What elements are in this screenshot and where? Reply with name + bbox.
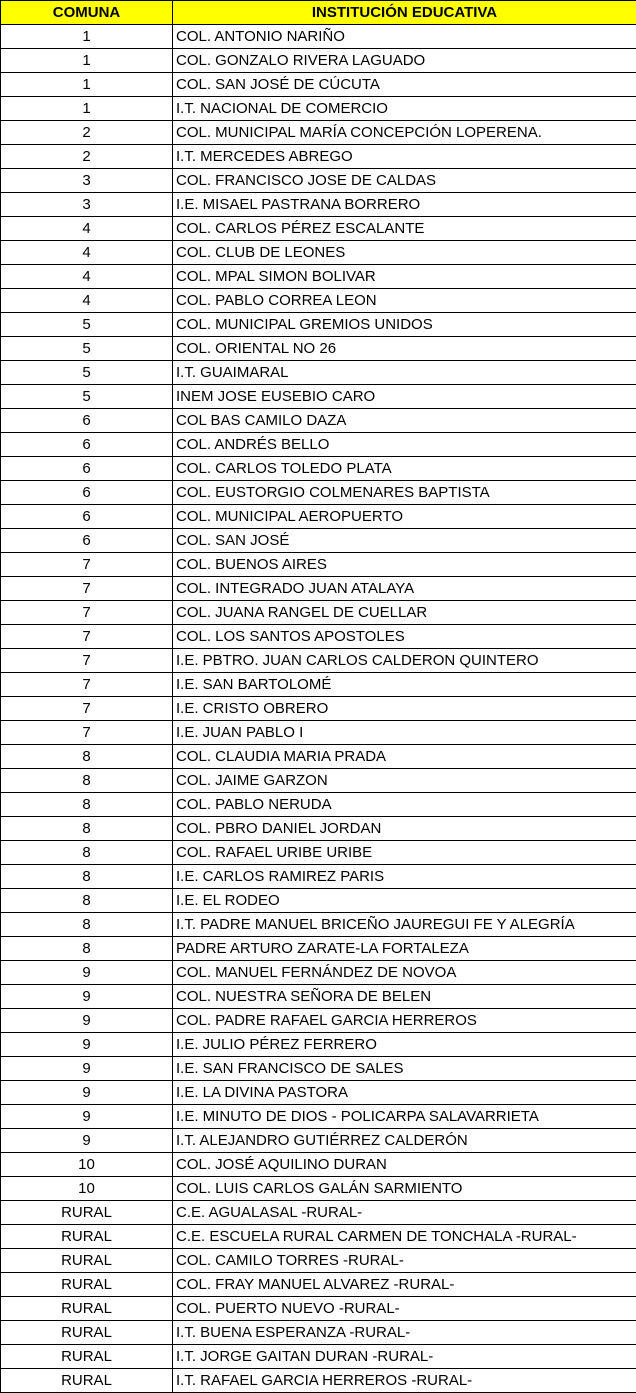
institution-cell: COL. LUIS CARLOS GALÁN SARMIENTO — [173, 1177, 636, 1201]
comuna-cell: 8 — [1, 865, 173, 889]
comuna-cell: 4 — [1, 217, 173, 241]
column-header-comuna: COMUNA — [1, 1, 173, 25]
table-row — [1, 793, 636, 817]
comuna-cell: 4 — [1, 241, 173, 265]
institution-cell: COL. FRANCISCO JOSE DE CALDAS — [173, 169, 636, 193]
comuna-cell: 5 — [1, 361, 173, 385]
institution-cell: COL. CARLOS TOLEDO PLATA — [173, 457, 636, 481]
comuna-cell: 8 — [1, 769, 173, 793]
institution-cell: COL. ANTONIO NARIÑO — [173, 25, 636, 49]
table-row — [1, 1153, 636, 1177]
institution-cell: I.E. PBTRO. JUAN CARLOS CALDERON QUINTERO — [173, 649, 636, 673]
table-row — [1, 409, 636, 433]
table-row — [1, 121, 636, 145]
comuna-cell: 1 — [1, 97, 173, 121]
institution-cell: COL. SAN JOSÉ DE CÚCUTA — [173, 73, 636, 97]
table-row — [1, 865, 636, 889]
comuna-cell: 7 — [1, 649, 173, 673]
table-row — [1, 1249, 636, 1273]
institution-cell: COL. JAIME GARZON — [173, 769, 636, 793]
comuna-cell: 2 — [1, 121, 173, 145]
table-header — [1, 1, 636, 25]
institution-cell: COL. EUSTORGIO COLMENARES BAPTISTA — [173, 481, 636, 505]
institution-cell: COL. BUENOS AIRES — [173, 553, 636, 577]
table-row — [1, 1057, 636, 1081]
institution-cell: COL. CLUB DE LEONES — [173, 241, 636, 265]
comuna-cell: 7 — [1, 673, 173, 697]
table-row — [1, 1009, 636, 1033]
table-row — [1, 1177, 636, 1201]
institution-cell: I.E. SAN FRANCISCO DE SALES — [173, 1057, 636, 1081]
table-row — [1, 73, 636, 97]
institution-cell: COL. PBRO DANIEL JORDAN — [173, 817, 636, 841]
institution-cell: COL. MUNICIPAL MARÍA CONCEPCIÓN LOPERENA. — [173, 121, 636, 145]
institution-cell: COL. MPAL SIMON BOLIVAR — [173, 265, 636, 289]
institution-cell: COL. ANDRÉS BELLO — [173, 433, 636, 457]
comuna-cell: RURAL — [1, 1201, 173, 1225]
institution-cell: COL. MUNICIPAL AEROPUERTO — [173, 505, 636, 529]
table-row — [1, 385, 636, 409]
comuna-cell: 8 — [1, 913, 173, 937]
institution-cell: I.E. MISAEL PASTRANA BORRERO — [173, 193, 636, 217]
table-row — [1, 529, 636, 553]
comuna-cell: 8 — [1, 889, 173, 913]
institution-cell: I.E. SAN BARTOLOMÉ — [173, 673, 636, 697]
institution-cell: COL. PABLO NERUDA — [173, 793, 636, 817]
table-row — [1, 361, 636, 385]
comuna-cell: 9 — [1, 1057, 173, 1081]
institution-cell: COL. JUANA RANGEL DE CUELLAR — [173, 601, 636, 625]
table-row — [1, 1225, 636, 1249]
table-row — [1, 1297, 636, 1321]
table-row — [1, 289, 636, 313]
table-row — [1, 841, 636, 865]
comuna-cell: RURAL — [1, 1321, 173, 1345]
table-row — [1, 1105, 636, 1129]
comuna-cell: 8 — [1, 937, 173, 961]
institution-cell: I.E. JULIO PÉREZ FERRERO — [173, 1033, 636, 1057]
table-row — [1, 505, 636, 529]
table-row — [1, 49, 636, 73]
comuna-cell: 2 — [1, 145, 173, 169]
institution-cell: C.E. AGUALASAL -RURAL- — [173, 1201, 636, 1225]
table-row — [1, 193, 636, 217]
institution-cell: COL. FRAY MANUEL ALVAREZ -RURAL- — [173, 1273, 636, 1297]
institution-cell: INEM JOSE EUSEBIO CARO — [173, 385, 636, 409]
institution-cell: COL. SAN JOSÉ — [173, 529, 636, 553]
institution-cell: C.E. ESCUELA RURAL CARMEN DE TONCHALA -RURAL- — [173, 1225, 636, 1249]
table-row — [1, 577, 636, 601]
table-row — [1, 649, 636, 673]
institution-cell: COL. GONZALO RIVERA LAGUADO — [173, 49, 636, 73]
comuna-cell: 1 — [1, 73, 173, 97]
table-row — [1, 97, 636, 121]
comuna-cell: RURAL — [1, 1369, 173, 1393]
table-row — [1, 1033, 636, 1057]
institution-cell: I.T. NACIONAL DE COMERCIO — [173, 97, 636, 121]
institution-cell: I.E. EL RODEO — [173, 889, 636, 913]
table-row — [1, 481, 636, 505]
institution-cell: COL. MANUEL FERNÁNDEZ DE NOVOA — [173, 961, 636, 985]
table-row — [1, 601, 636, 625]
table-row — [1, 985, 636, 1009]
table-row — [1, 961, 636, 985]
institution-cell: I.T. JORGE GAITAN DURAN -RURAL- — [173, 1345, 636, 1369]
comuna-cell: 7 — [1, 721, 173, 745]
comuna-cell: 3 — [1, 169, 173, 193]
institution-cell: I.E. JUAN PABLO I — [173, 721, 636, 745]
comuna-cell: 7 — [1, 553, 173, 577]
table-body — [1, 25, 636, 1393]
table-row — [1, 25, 636, 49]
comuna-cell: 6 — [1, 433, 173, 457]
comuna-cell: 7 — [1, 601, 173, 625]
comuna-cell: RURAL — [1, 1273, 173, 1297]
comuna-cell: 9 — [1, 1081, 173, 1105]
institution-cell: COL. CLAUDIA MARIA PRADA — [173, 745, 636, 769]
table-row — [1, 889, 636, 913]
institution-cell: I.T. RAFAEL GARCIA HERREROS -RURAL- — [173, 1369, 636, 1393]
institution-cell: COL. PUERTO NUEVO -RURAL- — [173, 1297, 636, 1321]
comuna-cell: 9 — [1, 1129, 173, 1153]
comuna-cell: 9 — [1, 961, 173, 985]
comuna-cell: 5 — [1, 337, 173, 361]
table-row — [1, 553, 636, 577]
institution-cell: COL BAS CAMILO DAZA — [173, 409, 636, 433]
comuna-cell: 6 — [1, 505, 173, 529]
comuna-cell: 9 — [1, 985, 173, 1009]
table-row — [1, 625, 636, 649]
table-row — [1, 745, 636, 769]
table-row — [1, 241, 636, 265]
institution-cell: I.E. CARLOS RAMIREZ PARIS — [173, 865, 636, 889]
institution-cell: I.E. CRISTO OBRERO — [173, 697, 636, 721]
institution-cell: PADRE ARTURO ZARATE-LA FORTALEZA — [173, 937, 636, 961]
comuna-cell: 9 — [1, 1009, 173, 1033]
comuna-cell: 1 — [1, 49, 173, 73]
comuna-cell: RURAL — [1, 1297, 173, 1321]
institution-cell: COL. NUESTRA SEÑORA DE BELEN — [173, 985, 636, 1009]
comuna-cell: 7 — [1, 697, 173, 721]
institution-cell: COL. CARLOS PÉREZ ESCALANTE — [173, 217, 636, 241]
institution-cell: I.T. ALEJANDRO GUTIÉRREZ CALDERÓN — [173, 1129, 636, 1153]
table-row — [1, 1129, 636, 1153]
table-row — [1, 169, 636, 193]
comuna-cell: 7 — [1, 577, 173, 601]
institution-cell: I.T. PADRE MANUEL BRICEÑO JAUREGUI FE Y ALEGRÍA — [173, 913, 636, 937]
institution-cell: COL. LOS SANTOS APOSTOLES — [173, 625, 636, 649]
comuna-cell: 5 — [1, 385, 173, 409]
table-row — [1, 913, 636, 937]
column-header-institucion: INSTITUCIÓN EDUCATIVA — [173, 1, 636, 25]
comuna-cell: RURAL — [1, 1345, 173, 1369]
table-row — [1, 265, 636, 289]
comuna-cell: 6 — [1, 529, 173, 553]
comuna-cell: 4 — [1, 289, 173, 313]
comuna-cell: 9 — [1, 1033, 173, 1057]
comuna-cell: 7 — [1, 625, 173, 649]
institution-cell: COL. ORIENTAL NO 26 — [173, 337, 636, 361]
table-row — [1, 145, 636, 169]
table-row — [1, 937, 636, 961]
institution-cell: COL. RAFAEL URIBE URIBE — [173, 841, 636, 865]
table-row — [1, 217, 636, 241]
comuna-cell: 9 — [1, 1105, 173, 1129]
table-row — [1, 1201, 636, 1225]
comuna-cell: 1 — [1, 25, 173, 49]
comuna-cell: RURAL — [1, 1225, 173, 1249]
table-row — [1, 313, 636, 337]
table-row — [1, 1369, 636, 1393]
institution-cell: COL. PABLO CORREA LEON — [173, 289, 636, 313]
institution-cell: I.E. MINUTO DE DIOS - POLICARPA SALAVARRIETA — [173, 1105, 636, 1129]
comuna-cell: 6 — [1, 409, 173, 433]
comuna-cell: 8 — [1, 841, 173, 865]
institution-cell: COL. INTEGRADO JUAN ATALAYA — [173, 577, 636, 601]
table-row — [1, 817, 636, 841]
institution-cell: COL. PADRE RAFAEL GARCIA HERREROS — [173, 1009, 636, 1033]
institution-cell: I.E. LA DIVINA PASTORA — [173, 1081, 636, 1105]
table-row — [1, 697, 636, 721]
institution-cell: COL. JOSÉ AQUILINO DURAN — [173, 1153, 636, 1177]
header-row — [1, 1, 636, 25]
institution-cell: I.T. BUENA ESPERANZA -RURAL- — [173, 1321, 636, 1345]
comuna-cell: RURAL — [1, 1249, 173, 1273]
comuna-cell: 8 — [1, 745, 173, 769]
institution-cell: I.T. GUAIMARAL — [173, 361, 636, 385]
comuna-cell: 4 — [1, 265, 173, 289]
table-row — [1, 1321, 636, 1345]
table-row — [1, 1081, 636, 1105]
table-row — [1, 769, 636, 793]
table-row — [1, 673, 636, 697]
table-row — [1, 721, 636, 745]
table-row — [1, 1273, 636, 1297]
institution-cell: COL. CAMILO TORRES -RURAL- — [173, 1249, 636, 1273]
comuna-cell: 8 — [1, 817, 173, 841]
comuna-cell: 10 — [1, 1177, 173, 1201]
table-row — [1, 337, 636, 361]
table-row — [1, 433, 636, 457]
institution-cell: COL. MUNICIPAL GREMIOS UNIDOS — [173, 313, 636, 337]
table-row — [1, 457, 636, 481]
comuna-cell: 5 — [1, 313, 173, 337]
table-row — [1, 1345, 636, 1369]
comuna-cell: 6 — [1, 481, 173, 505]
institution-cell: I.T. MERCEDES ABREGO — [173, 145, 636, 169]
comuna-cell: 8 — [1, 793, 173, 817]
comuna-cell: 6 — [1, 457, 173, 481]
comuna-cell: 3 — [1, 193, 173, 217]
comuna-cell: 10 — [1, 1153, 173, 1177]
